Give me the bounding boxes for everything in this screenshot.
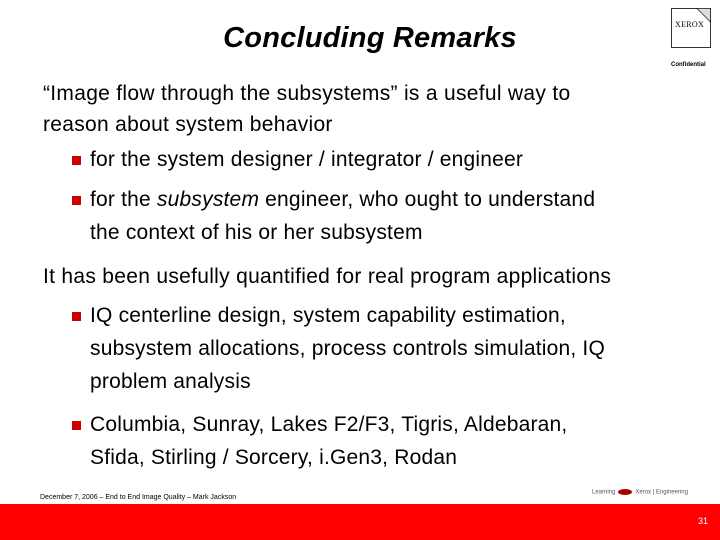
footer-bar xyxy=(0,504,720,540)
bullet-text-part: engineer, who ought to understand xyxy=(259,188,596,211)
footer-logo-left: Learning xyxy=(592,489,616,496)
slide-title: Concluding Remarks xyxy=(223,22,517,54)
bullet-text-line-1: Columbia, Sunray, Lakes F2/F3, Tigris, Aldebaran, xyxy=(90,413,568,436)
page-number: 31 xyxy=(697,516,708,526)
logo-text: XEROX xyxy=(675,20,705,29)
bullet-text-line-2: the context of his or her subsystem xyxy=(90,221,423,244)
footer-logo-mid: Xerox xyxy=(635,489,652,496)
bullet-item xyxy=(70,299,605,398)
xerox-logo xyxy=(671,8,711,68)
bullet-text-line-2: subsystem allocations, process controls simulation, IQ xyxy=(90,337,606,360)
bullet-text-line-2: Sfida, Stirling / Sorcery, i.Gen3, Rodan xyxy=(90,446,458,469)
paragraph-1 xyxy=(43,78,570,140)
bullet-text-part: for the xyxy=(90,188,157,211)
bullet-square-icon xyxy=(72,156,81,165)
bullet-text-emphasis: subsystem xyxy=(156,188,260,211)
bullet-text-line-1: IQ centerline design, system capability estimation, xyxy=(90,304,566,327)
paragraph-2: It has been usefully quantified for real program applications xyxy=(43,265,612,288)
footer-text: December 7, 2006 – End to End Image Quality – Mark Jackson xyxy=(40,494,237,501)
bullet-square-icon xyxy=(72,196,81,205)
bullet-text xyxy=(70,183,595,216)
footer-logo: Learning Xerox | Engineering xyxy=(592,489,688,496)
xerox-mark-icon xyxy=(618,489,632,495)
bullet-square-icon xyxy=(72,421,81,430)
bullet-item xyxy=(70,143,523,176)
paragraph-1-line-2: reason about system behavior xyxy=(43,113,333,136)
bullet-text: for the system designer / integrator / engineer xyxy=(90,148,524,171)
confidential-label: Confidential xyxy=(671,62,706,68)
paragraph-1-line-1: “Image flow through the subsystems” is a useful way to xyxy=(43,82,571,105)
bullet-item xyxy=(70,408,567,474)
bullet-square-icon xyxy=(72,312,81,321)
bullet-item xyxy=(70,183,595,249)
bullet-text-line-3: problem analysis xyxy=(90,370,251,393)
footer-logo-right: Engineering xyxy=(655,489,688,496)
